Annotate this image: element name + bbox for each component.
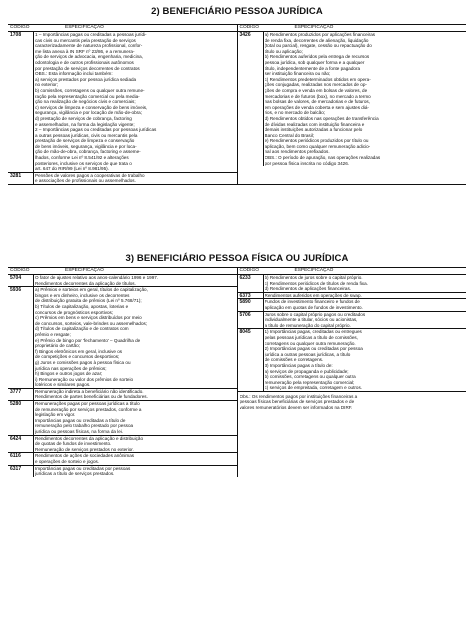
entry-text-line: e operações de sorteio e jogos. — [35, 459, 100, 464]
entry-code: 3281 — [10, 172, 22, 179]
entry-text-line: OBS.: O período de apuração, nas operações realizadas — [264, 155, 381, 161]
entry-text-line: pelas pessoas jurídicas a título de comissões, — [264, 334, 358, 340]
entry-text-line: mercadorias e de futuros (box), no mercado a termo — [264, 93, 371, 99]
entry-code: 6424 — [10, 435, 22, 442]
entry-text-line: a outras pessoas jurídicas, civis ou mercantis pela — [35, 132, 138, 138]
entry-code: 5704 — [10, 275, 22, 281]
entry-code: 6317 — [10, 465, 22, 472]
entry-text-line: O fator de ajustes relativo aos anos-calendário 1996 e 1997. — [35, 275, 159, 280]
entry-text-line: c) Rendimentos predeterminados obtidos em opera- — [264, 76, 371, 82]
entry-text-line: a) Prêmios e sorteios em geral, títulos de capitalização, — [35, 287, 148, 293]
entry-text-line: i) Remuneração ou valor dos prêmios de sorteio — [35, 376, 134, 382]
entry-text-line: h) Bingos e outros jogos de azar; — [35, 371, 103, 377]
section-3-columns — [8, 268, 466, 477]
entry-text-line: pessoa jurídica, sob qualquer forma e a qualquer — [264, 59, 365, 65]
document-page — [8, 0, 466, 625]
entry-text-line: c) Prêmios em bens e serviços distribuídos por meio — [35, 315, 142, 321]
code-cell — [8, 287, 34, 388]
entry-text-line: de bens imóveis, segurança, vigilância e por loca- — [35, 143, 137, 149]
code-cell — [8, 173, 34, 184]
entry-text-line: nas bolsas de valores, de mercadorias e de futuros, — [264, 99, 370, 105]
entry-text-line: em operações de venda coberta e sem ajustes diá- — [264, 104, 369, 110]
observation-line: valores remuneratórios devem ser informados na DIRF. — [239, 405, 353, 411]
entry-text-line: ção na realização de negócios civis e comerciais; — [35, 99, 136, 105]
section-2-left-column — [8, 25, 237, 184]
col-header-code: CÓDIGO — [239, 268, 259, 273]
code-cell — [238, 329, 264, 391]
entry-text-line: título ou aplicação; — [264, 48, 303, 54]
code-cell — [8, 466, 34, 477]
code-cell — [8, 389, 34, 400]
entry-code: 1708 — [10, 32, 22, 38]
entry-text-line: Fundos de investimento financeiro e fundos de — [264, 299, 360, 305]
entry-text-line: aplicação, bem como qualquer remuneração adicio- — [264, 143, 371, 149]
section-3 — [8, 253, 466, 477]
entry-text-line: ções conjugadas, realizadas nos mercados de op- — [264, 82, 367, 88]
entry-text-line: jurídica ou pessoas físicas, na forma da lei. — [35, 429, 124, 435]
entry-text-line: me lista anexa à IN SRF nº 23/86, e a remunera- — [35, 48, 135, 54]
entry-text-line: nal aos rendimentos prefixados. — [264, 149, 330, 155]
entry-text-line: concursos de prognósticos esportivos; — [35, 309, 114, 315]
entry-text-line: de concursos, sorteios, vale-brindes ou assemelhados; — [35, 320, 148, 326]
table-row — [8, 452, 237, 464]
col-header-code: CÓDIGO — [10, 268, 30, 273]
col-header-code: CÓDIGO — [239, 25, 259, 30]
entry-text-line: de competições e concursos desportivos; — [35, 354, 120, 360]
section-2-right-header — [238, 25, 467, 32]
entry-text-line: OBS.: Esta informação inclui também: — [35, 71, 113, 77]
col-header-spec: ESPECIFICAÇÃO — [294, 25, 334, 30]
entry-text-line: por pessoa física inscrita no código 3426. — [264, 160, 350, 166]
entry-text-line: Rendimentos de ações de sociedades anônimas — [35, 453, 135, 459]
entry-text-line: ração pela representação comercial ou pela media- — [35, 93, 140, 99]
table-row — [8, 275, 237, 286]
entry-text-line: rios, e no mercado de balcão; — [264, 110, 326, 116]
section-3-right-entries — [238, 275, 467, 391]
entry-code: 5936 — [10, 287, 22, 294]
observation-line: pessoas físicas beneficiárias de serviços prestados e de — [239, 399, 355, 405]
section-2-title: 2) BENEFICIÁRIO PESSOA JURÍDICA — [151, 6, 323, 17]
col-header-spec: ESPECIFICAÇÃO — [294, 268, 334, 273]
col-header-spec: ESPECIFICAÇÃO — [65, 25, 104, 30]
entry-text-line: por prestação de serviços decorrentes de contratos — [35, 65, 140, 71]
section-3-left-column — [8, 268, 237, 477]
entry-text-line: jurídica a outras pessoas jurídicas, a título — [264, 351, 351, 357]
entry-code: 5280 — [10, 401, 22, 408]
entry-text-line: odontologia e de outros profissionais autônomos — [35, 59, 134, 65]
code-cell — [8, 275, 34, 286]
code-cell — [8, 453, 34, 464]
entry-text-line: c) serviços de empreitada, corretagem e outros. — [264, 385, 363, 391]
section-2-left-entries — [8, 32, 237, 184]
entry-text-line: Rendimentos auferidos em operações de swap. — [264, 292, 362, 298]
entry-text-line: lhados, conforme Lei nº 8.541/92 e alterações — [35, 155, 129, 161]
entry-code: 8045 — [239, 329, 251, 336]
section-2-right-entries — [238, 32, 467, 166]
section-2-right-column — [237, 25, 467, 184]
entry-text-line: b) Títulos de capitalização, apostas, loterias e — [35, 303, 129, 309]
section-2-columns — [8, 25, 466, 184]
entry-text-line: d) Rendimentos obtidos nas operações de transferência — [264, 115, 379, 121]
entry-text-line: b) comissões, corretagens ou qualquer outra remune- — [35, 87, 145, 93]
entry-text-line: aplicação em quotas de fundos de investimento. — [264, 304, 363, 310]
table-row — [8, 388, 237, 400]
entry-text-line: Rendimentos decorrentes da aplicação e distribuição — [35, 435, 144, 441]
entry-text-line: cas civis ou mercantis pela prestação de serviços — [35, 37, 136, 43]
code-cell — [8, 436, 34, 453]
entry-text-line: Rendimentos decorrentes da aplicação de títulos. — [35, 280, 136, 286]
entry-text-line: remuneração pelo trabalho prestado por pessoa — [35, 423, 134, 429]
entry-text-line: posteriores, inclusive os serviços de que trata o — [35, 160, 132, 166]
entry-text-line: Remuneração indireta a beneficiário não identificado. — [35, 388, 144, 394]
entry-text-line: ções de compra e venda em bolsas de valores, de — [264, 87, 368, 93]
entry-text-line: segurança, vigilância e por locação de mão-de-obra; — [35, 110, 142, 116]
table-row — [238, 292, 467, 299]
entry-text-line: d) Rendimentos de aplicações financeiras. — [264, 286, 352, 292]
entry-text-line: ção de mão-de-obra, cobrança, factoring e asseme- — [35, 149, 141, 155]
entry-text-line: 3) Importâncias pagas a título de: — [264, 362, 333, 368]
entry-text-line: d) prestação de serviços de cobrança, factoring — [35, 115, 132, 121]
code-cell — [238, 275, 264, 292]
table-row — [8, 400, 237, 435]
entry-text-line: e associações de profissionais ou assemelhados. — [35, 178, 136, 184]
entry-text-line: prêmio e resgate; — [35, 331, 71, 337]
entry-text-line: corretagens ou qualquer outra remuneração. — [264, 340, 356, 346]
entry-text-line: no exterior; — [35, 82, 58, 88]
entry-text-line: de distribuição gratuita de prêmios (Lei nº 5.768/71); — [35, 298, 142, 304]
entry-code: 5706 — [239, 311, 251, 318]
entry-text-line: b) Rendimentos auferidos pela entrega de recursos — [264, 54, 370, 60]
code-cell — [8, 32, 34, 172]
table-row — [238, 298, 467, 310]
section-2 — [8, 6, 466, 185]
entry-text-line: 1) Importâncias pagas, creditadas ou entregues — [264, 329, 362, 335]
section-3-title: 3) BENEFICIÁRIO PESSOA FÍSICA OU JURÍDICA — [125, 253, 349, 264]
section-2-bottom-rule — [8, 184, 466, 185]
entry-text-line: b) Rendimentos de juros sobre o capital próprio. — [264, 275, 363, 280]
entry-text-line: d) Títulos de capitalização e de contratos com — [35, 326, 129, 332]
entry-text-line: Remunerações pagas por pessoas jurídicas a título — [35, 401, 140, 407]
entry-text-line: bingos e em dinheiro, inclusive os decorrentes — [35, 292, 130, 298]
entry-text-line: jurídica nas operações de prêmios; — [35, 365, 107, 371]
table-row — [238, 328, 467, 391]
table-row — [8, 32, 237, 172]
code-cell — [8, 401, 34, 435]
entry-text-line: a) serviços prestados por pessoa jurídica sediada — [35, 76, 137, 82]
entry-text-line: prestação de serviços de limpeza e conservação — [35, 138, 135, 144]
code-cell — [238, 312, 264, 329]
table-row — [8, 172, 237, 184]
col-header-code: CÓDIGO — [10, 25, 30, 30]
code-cell — [238, 32, 264, 166]
section-3-left-entries — [8, 275, 237, 477]
entry-text-line: (total ou parcial), resgate, cessão ou repactuação do — [264, 43, 372, 49]
entry-text-line: Pensões de valores pagos a cooperativas de trabalho — [35, 172, 145, 178]
table-row — [8, 435, 237, 453]
table-row — [8, 465, 237, 477]
entry-text-line: caracterizadamente de natureza profissional, confor- — [35, 43, 143, 49]
entry-text-line: demais instituições autorizadas a funcionar pelo — [264, 127, 363, 133]
entry-text-line: Remuneração de serviços prestados no exterior. — [35, 446, 134, 452]
entry-text-line: lotéricos e similares pagos. — [35, 382, 91, 388]
table-row — [238, 32, 467, 166]
entry-text-line: b) comissões, corretagens ou qualquer outra — [264, 374, 356, 380]
entry-text-line: individualmente a titular, sócios ou acionistas, — [264, 317, 358, 323]
entry-text-line: art. 647 do RIR/99 (Lei nº 8.981/95). — [35, 166, 109, 172]
table-row — [238, 275, 467, 292]
entry-text-line: de renda fixa, decorrentes de alienação, liquidação — [264, 37, 369, 43]
entry-text-line: e) Prêmio de bingo por 'fechamento' – Quadrilha de — [35, 337, 141, 343]
entry-text-line: de remuneração por serviços prestados, conforme a — [35, 406, 142, 412]
entry-code: 6373 — [239, 292, 251, 299]
col-header-spec: ESPECIFICAÇÃO — [65, 268, 104, 273]
entry-code: 6116 — [10, 453, 21, 460]
entry-text-line: de quotas de fundos de investimento. — [35, 441, 112, 447]
entry-text-line: e) Rendimentos periódicos produzidos por título ou — [264, 138, 369, 144]
entry-text-line: c) serviços de limpeza e conservação de bens imóveis, — [35, 104, 148, 110]
table-row — [238, 311, 467, 329]
entry-code: 5890 — [239, 299, 251, 306]
entry-text-line: título, independentemente de a fonte pagadora — [264, 65, 361, 71]
entry-code: 6233 — [239, 275, 251, 281]
entry-code: 3426 — [239, 32, 251, 38]
entry-text-line: g) Juros e comissões pagos à pessoa física ou — [35, 359, 131, 365]
section-3-observation — [238, 391, 467, 411]
entry-text-line: legislação em vigor. — [35, 412, 76, 418]
entry-text-line: proprietário de cartão; — [35, 343, 80, 349]
entry-text-line: de dívidas realizadas com instituição financeira e — [264, 121, 365, 127]
section-3-right-column — [237, 268, 467, 477]
entry-text-line: c) Rendimentos periódicos de títulos de renda fixa. — [264, 280, 368, 286]
table-row — [8, 286, 237, 388]
entry-text-line: e assemelhados, na forma da legislação vigente; — [35, 121, 135, 127]
entry-text-line: Importâncias pagas ou creditadas a título de — [35, 417, 126, 423]
entry-text-line: ser instituição financeira ou não; — [264, 71, 331, 77]
entry-text-line: Rendimentos de partes beneficiárias ou de fundadores. — [35, 394, 148, 400]
code-cell — [238, 299, 264, 310]
entry-text-line: a) serviços de propaganda e publicidade; — [264, 368, 349, 374]
entry-text-line: 2 – Importâncias pagas ou creditadas por pessoas jurídicas — [35, 127, 157, 133]
section-3-left-header — [8, 268, 237, 275]
entry-text-line: Banco Central do Brasil; — [264, 132, 315, 138]
section-3-right-header — [238, 268, 467, 275]
entry-text-line: 1 – Importâncias pagas ou creditadas a pessoas jurídi- — [35, 32, 147, 37]
entry-text-line: 2) Importâncias pagas ou creditadas por pessoa — [264, 346, 363, 352]
entry-text-line: f) Bingos eletrônicos em geral, inclusive os — [35, 348, 123, 354]
observation-line: Obs.: Os rendimentos pagos por instituições financeiras a — [239, 393, 358, 399]
entry-text-line: ção de serviços de advocacia, engenharia, medicina, — [35, 54, 144, 60]
entry-text-line: de comissões e corretagens. — [264, 357, 324, 363]
section-2-left-header — [8, 25, 237, 32]
entry-text-line: remuneração pela representação comercial; — [264, 379, 355, 385]
entry-text-line: jurídicas a título de serviços prestados. — [35, 471, 115, 477]
entry-text-line: a) Rendimentos produzidos por aplicações financeiras — [264, 32, 376, 37]
entry-text-line: Importâncias pagas ou creditadas por pessoas — [35, 465, 131, 471]
entry-text-line: a título de remuneração do capital próprio. — [264, 322, 351, 328]
entry-text-line: Juros sobre o capital próprio pagos ou creditados — [264, 311, 366, 317]
entry-code: 3777 — [10, 388, 22, 395]
